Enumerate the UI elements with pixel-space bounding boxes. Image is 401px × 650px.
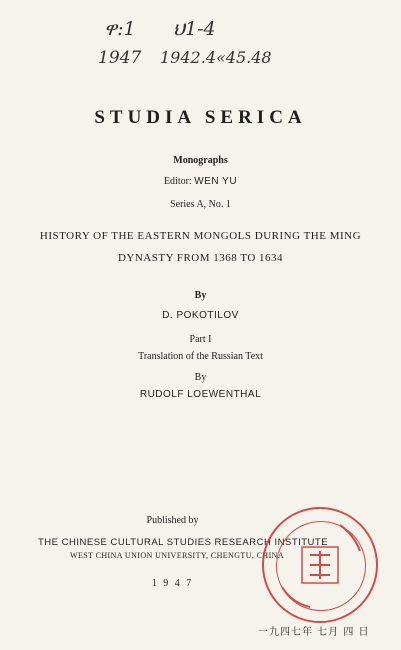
publication-year: 1 9 4 7 <box>151 578 194 589</box>
series-title: STUDIA SERICA <box>94 107 307 128</box>
publisher-name: THE CHINESE CULTURAL STUDIES RESEARCH INSTITUTE <box>38 537 329 548</box>
by-label-author: By <box>194 290 207 301</box>
library-stamp <box>262 507 378 623</box>
series-number: Series A, No. 1 <box>170 199 231 210</box>
handwritten-year: 1947 <box>98 48 142 68</box>
book-title-line-2: DYNASTY FROM 1368 TO 1634 <box>117 252 284 264</box>
handwritten-call-number-right: ህ1-4 <box>173 18 216 40</box>
editor-line <box>0 176 401 187</box>
translation-label: Translation of the Russian Text <box>138 351 263 362</box>
by-label-translator: By <box>194 372 207 383</box>
author-name: D. POKOTILOV <box>162 310 239 321</box>
handwritten-call-number-left: ዋ:1 <box>104 18 136 40</box>
stamp-seal-icon <box>262 507 378 623</box>
editor-name: WEN YU <box>194 176 238 187</box>
university-name: WEST CHINA UNION UNIVERSITY, CHENGTU, CHINA <box>70 551 285 560</box>
stamp-date: 一九四七年 七月 四 日 <box>258 627 370 638</box>
editor-label: Editor: <box>163 176 192 187</box>
book-title-line-1: HISTORY OF THE EASTERN MONGOLS DURING THE MING <box>39 230 362 242</box>
part-label: Part I <box>189 334 212 345</box>
translator-name: RUDOLF LOEWENTHAL <box>139 389 262 400</box>
published-by-label: Published by <box>146 515 199 526</box>
monographs-label: Monographs <box>173 155 228 166</box>
handwritten-accession: 1942.4«45.48 <box>160 48 272 67</box>
